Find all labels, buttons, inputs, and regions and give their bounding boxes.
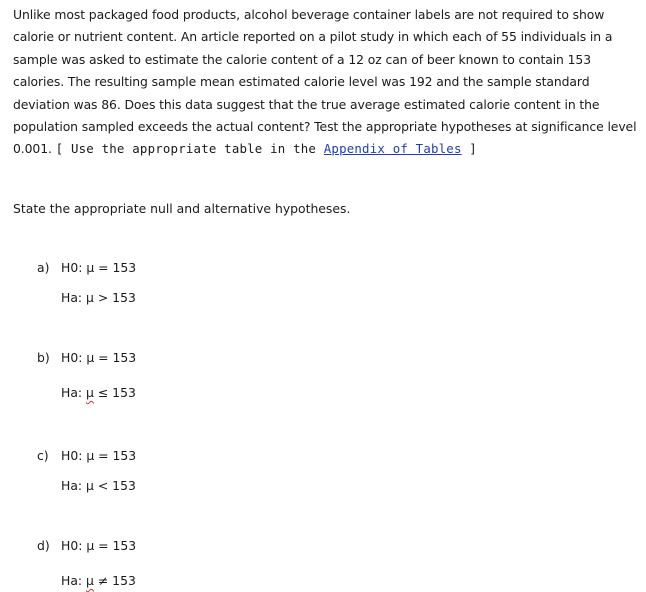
ha-label: Ha: — [61, 385, 87, 400]
option-d-null — [61, 536, 136, 556]
h0-expression: μ = 153 — [86, 260, 137, 275]
h0-expression: μ = 153 — [86, 538, 137, 553]
option-b-alternative — [61, 383, 136, 403]
mu-symbol: μ — [86, 478, 94, 493]
ha-expression: ≠ 153 — [93, 573, 136, 588]
option-a-null — [61, 258, 136, 278]
h0-label: H0: — [61, 538, 87, 553]
option-d-alternative — [61, 571, 136, 591]
table-hint-prefix: [ Use the appropriate table in the — [55, 141, 324, 157]
question-body: Unlike most packaged food products, alcohol beverage container labels are not required to show calorie or nutrient content. An article reported on a pilot study in which each of 55 individuals in a sample was asked to estimate the calorie content of a 12 oz can of beer known to contain 153 calories. The resulting sample mean estimated calorie level was 192 and the sample standard deviation was 86. Does this data suggest that the true average estimated calorie content in the population sampled exceeds the actual content? Test the appropriate hypotheses at significance level 0.001. — [13, 7, 637, 157]
option-a-letter[interactable]: a) — [37, 260, 50, 275]
ha-expression: > 153 — [93, 290, 136, 305]
h0-label: H0: — [61, 350, 87, 365]
appendix-of-tables-link[interactable]: Appendix of Tables — [323, 141, 462, 157]
table-hint-suffix: ] — [461, 141, 477, 157]
ha-expression: < 153 — [93, 478, 136, 493]
mu-symbol: μ — [86, 385, 94, 400]
option-a-alternative — [61, 288, 136, 308]
option-b-letter[interactable]: b) — [37, 350, 50, 365]
option-b-null — [61, 348, 136, 368]
option-c-letter[interactable]: c) — [37, 448, 49, 463]
ha-expression: ≤ 153 — [93, 385, 136, 400]
mu-symbol: μ — [86, 290, 94, 305]
h0-label: H0: — [61, 448, 87, 463]
ha-label: Ha: — [61, 573, 87, 588]
ha-label: Ha: — [61, 478, 87, 493]
ha-label: Ha: — [61, 290, 87, 305]
h0-label: H0: — [61, 260, 87, 275]
mu-symbol: μ — [86, 573, 94, 588]
option-c-alternative — [61, 476, 136, 496]
hypotheses-prompt: State the appropriate null and alternative hypotheses. — [13, 201, 351, 216]
h0-expression: μ = 153 — [86, 350, 137, 365]
option-d-letter[interactable]: d) — [37, 538, 50, 553]
h0-expression: μ = 153 — [86, 448, 137, 463]
question-text — [13, 4, 638, 161]
option-c-null — [61, 446, 136, 466]
